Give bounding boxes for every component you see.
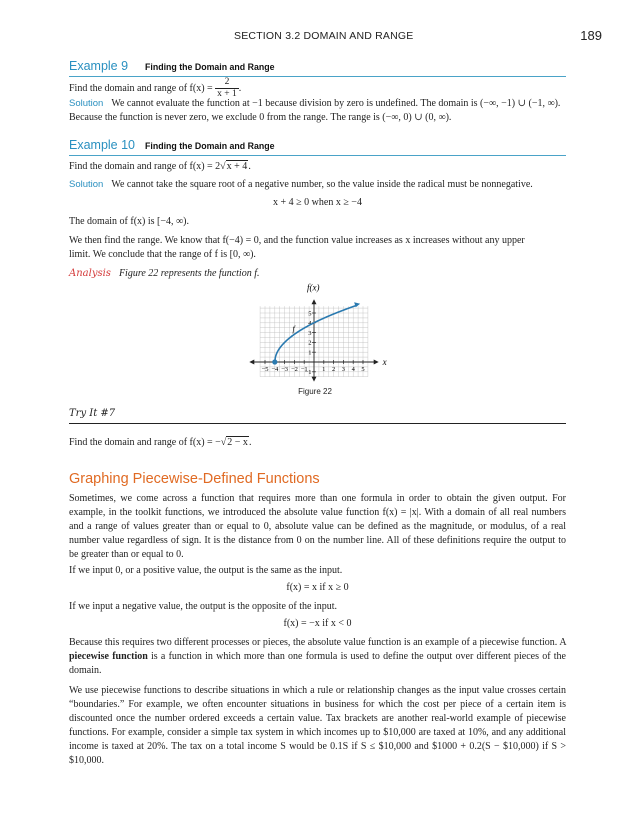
figure-caption: Figure 22: [298, 387, 332, 396]
y-tick-label: 5: [308, 310, 312, 318]
x-tick-label: 1: [322, 366, 326, 373]
try-it-header: Try It #7: [69, 408, 566, 424]
paragraph-2: If we input 0, or a positive value, the output is the same as the input.: [69, 565, 343, 576]
curve-label: f: [292, 324, 295, 334]
range-text: limit. We conclude that the range of f is [0, ∞).: [69, 249, 256, 260]
example-10-prompt-text: Find the domain and range of f(x) = 2: [69, 161, 221, 172]
example-9-prompt-text: Find the domain and range of f(x) =: [69, 82, 216, 94]
y-axis-arrow-up: [312, 299, 317, 304]
graph-axes: [249, 299, 378, 381]
example-10-title: Finding the Domain and Range: [145, 141, 275, 151]
y-tick-label: 2: [308, 339, 312, 347]
try-it-prompt-end: .: [248, 437, 252, 448]
range-text: We then find the range. We know that f(−4) = 0, and the function value increases as x increases without any upper: [69, 235, 525, 246]
page-number: 189: [580, 28, 602, 43]
curve-start-point: [272, 359, 277, 364]
x-tick-label: −2: [290, 366, 298, 373]
radical-sign: √: [220, 161, 226, 172]
curve-f: [275, 306, 356, 362]
figure-22-graph: [0, 0, 630, 400]
solution-text: We cannot evaluate the function at −1 because division by zero is undefined. The domain is (−∞, −1) ∪ (−1, ∞).: [111, 98, 561, 109]
example-9-prompt-end: .: [238, 82, 242, 94]
equation-1: f(x) = x if x ≥ 0: [286, 582, 349, 593]
paragraph-4: [69, 636, 566, 678]
section-heading: Graphing Piecewise-Defined Functions: [69, 471, 320, 487]
radicand: 2 − x: [227, 437, 248, 448]
x-tick-label: 2: [331, 366, 336, 373]
x-tick-label: 5: [361, 366, 365, 373]
y-axis-arrow-down: [312, 377, 317, 382]
key-term: piecewise function: [69, 651, 148, 662]
y-tick-label: −1: [304, 369, 312, 377]
example-9-title: Finding the Domain and Range: [145, 62, 275, 72]
x-axis-arrow-left: [249, 360, 254, 365]
y-tick-label: 3: [308, 329, 312, 337]
domain-statement: The domain of f(x) is [−4, ∞).: [69, 216, 189, 227]
x-tick-label: −5: [261, 366, 269, 373]
y-tick-label: 1: [308, 349, 312, 357]
example-10-label: Example 10: [69, 138, 136, 152]
paragraph-text: Because this requires two different processes or pieces, the absolute value function is an example of a piecewise function. A: [69, 637, 566, 648]
solution-label: Solution: [69, 179, 104, 190]
x-tick-label: −4: [271, 366, 279, 373]
example-9-label: Example 9: [69, 59, 129, 73]
graph-ticks: [262, 310, 365, 376]
inequality: x + 4 ≥ 0 when x ≥ −4: [273, 197, 362, 208]
analysis-text: Figure 22 represents the function f.: [118, 268, 260, 279]
y-tick-label: 4: [308, 320, 312, 328]
x-axis-arrow-right: [374, 360, 379, 365]
x-tick-label: −3: [281, 366, 289, 373]
x-tick-label: 3: [341, 366, 346, 373]
solution-label: Solution: [69, 98, 104, 109]
example-10-prompt-end: .: [248, 161, 251, 172]
analysis-label: Analysis: [69, 268, 111, 279]
solution-text: We cannot take the square root of a negative number, so the value inside the radical must be nonnegative.: [111, 179, 533, 190]
paragraph-5: We use piecewise functions to describe situations in which a rule or relationship changes as the input value crosses certain “boundaries.” For example, we often encounter situations in business for which the cost per piece of a certain item is discounted once the number ordered exceeds a certain value. Tax brackets are another real-world example of piecewise functions. For example, consider a simple tax system in which incomes up to $10,000 are taxed at 10%, and any additional income is taxed at 20%. The tax on a total income S would be 0.1S if S ≤ $10,000 and $1000 + 0.2(S − $10,000) if S > $10,000.: [69, 685, 566, 766]
paragraph-1: Sometimes, we come across a function that requires more than one formula in order to obtain the given output. For example, in the toolkit functions, we introduced the absolute value function f(x) = |x|. With a domain of all real numbers and a range of values greater than or equal to 0, absolute value can be defined as the magnitude, or modulus, of a real number value regardless of sign. It is the distance from 0 on the number line. All of these definitions require the output to be greater than or equal to 0.: [69, 493, 566, 560]
x-tick-label: −1: [300, 366, 308, 373]
try-it-prompt-text: Find the domain and range of f(x) = −: [69, 437, 221, 448]
paragraph-3: If we input a negative value, the output is the opposite of the input.: [69, 601, 337, 612]
fraction-numerator: 2: [215, 77, 239, 89]
try-it-prompt: [69, 436, 566, 450]
paragraph-text: is a function in which more than one formula is used to define the output over different pieces of the domain.: [69, 651, 566, 676]
x-tick-label: 4: [351, 366, 355, 373]
equation-2: f(x) = −x if x < 0: [283, 618, 352, 629]
y-axis-label: f(x): [307, 282, 320, 293]
radicand: x + 4: [226, 161, 248, 172]
section-title: SECTION 3.2 DOMAIN AND RANGE: [234, 30, 414, 42]
fraction-denominator: x + 1: [217, 89, 237, 99]
x-axis-label: x: [382, 357, 387, 367]
solution-text: Because the function is never zero, we exclude 0 from the range. The range is (−∞, 0) ∪ (0, ∞).: [69, 112, 452, 123]
radical-sign: √: [220, 437, 227, 448]
